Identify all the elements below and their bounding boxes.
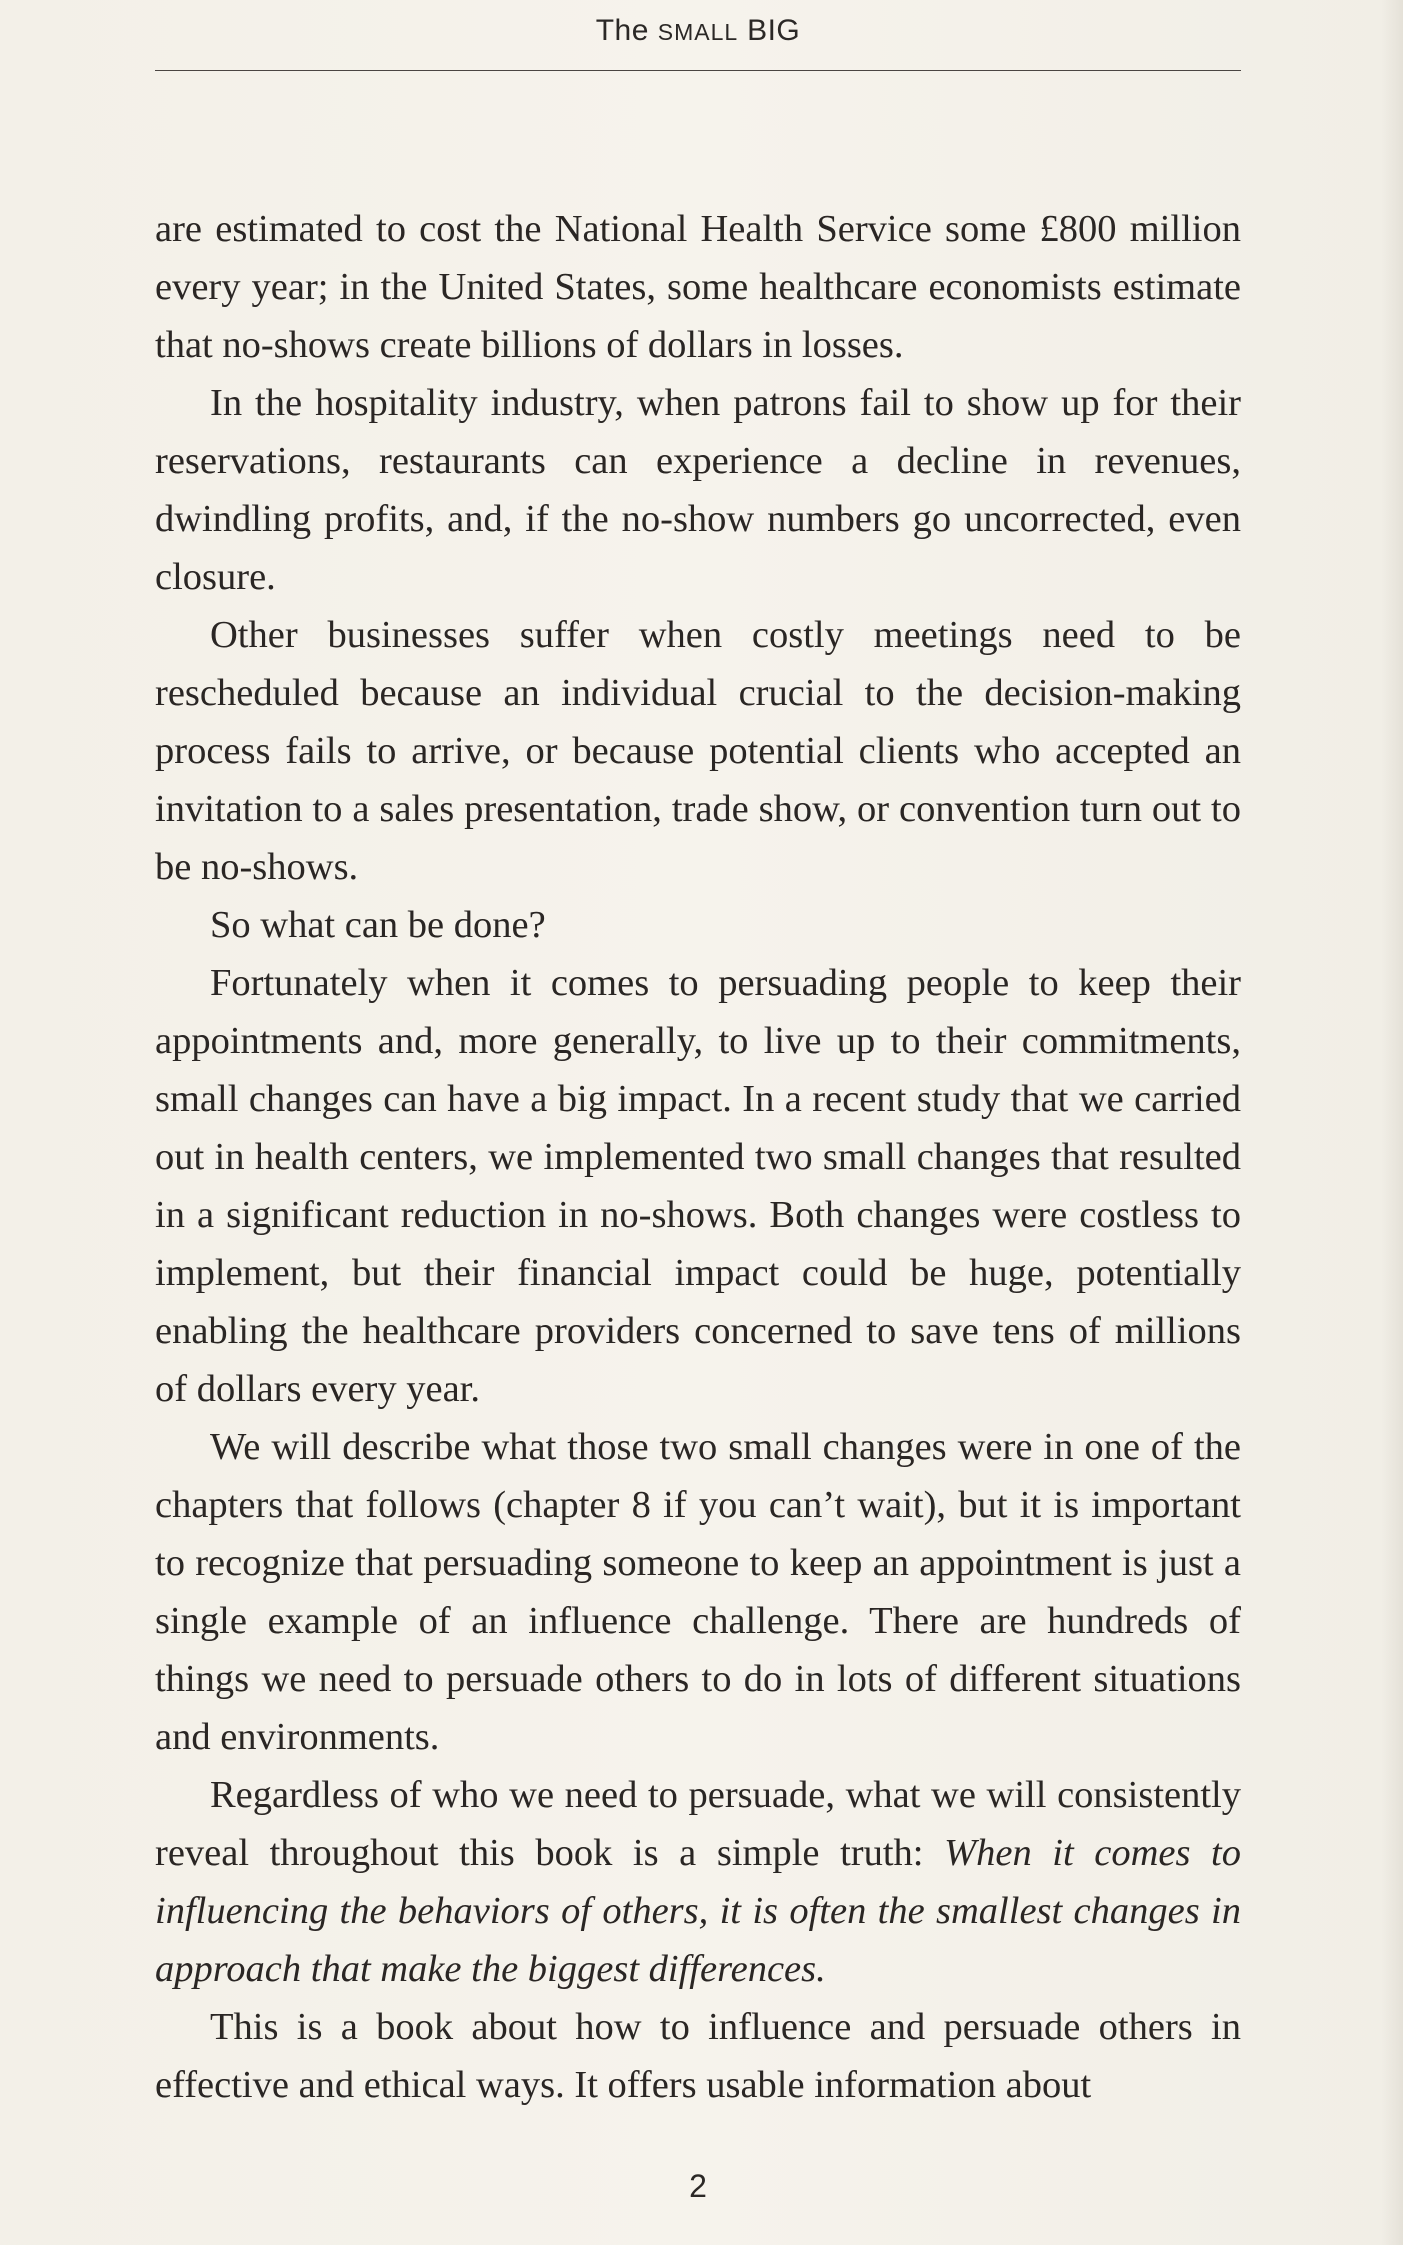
- paragraph: We will describe what those two small changes were in one of the chapters that follows (chapter 8 if you can’t wait), but it is important to recognize that persuading someone to keep an appointment is just a single example of an influence challenge. There are hundreds of things we need to persuade others to do in lots of different situations and environments.: [155, 1426, 1241, 1758]
- body-text: [155, 200, 1241, 2114]
- running-head-suffix: BIG: [747, 14, 801, 47]
- paragraph: Other businesses suffer when costly meetings need to be rescheduled because an individual crucial to the decision-making process fails to arrive, or because potential clients who accepted an invitation to a sales presentation, trade show, or convention turn out to be no-shows.: [155, 614, 1241, 888]
- paragraph-roman: Regardless of who we need to persuade, what we will consistently reveal throughout this book is a simple truth:: [155, 1774, 1241, 1874]
- paragraph: Fortunately when it comes to persuading people to keep their appointments and, more generally, to live up to their commitments, small changes can have a big impact. In a recent study that we carried out in health centers, we implemented two small changes that resulted in a significant reduction in no-shows. Both changes were costless to implement, but their financial impact could be huge, potentially enabling the healthcare providers concerned to save tens of millions of dollars every year.: [155, 962, 1241, 1410]
- paragraph: are estimated to cost the National Health Service some £800 million every year; in the United States, some healthcare economists estimate that no-shows create billions of dollars in losses.: [155, 208, 1241, 366]
- emphasis-text: When it comes to influencing the behaviors of others, it is often the smallest changes in approach that make the biggest differences.: [155, 1832, 1241, 1990]
- running-head-prefix: The: [595, 14, 649, 47]
- running-head: [155, 14, 1241, 48]
- paragraph: This is a book about how to influence and persuade others in effective and ethical ways. It offers usable information about: [155, 2006, 1241, 2106]
- page-number: 2: [689, 2168, 707, 2204]
- page-edge-shadow: [1381, 0, 1403, 2245]
- paragraph: So what can be done?: [210, 904, 546, 946]
- paragraph-with-emphasis: [155, 1766, 1241, 1998]
- header-rule: [155, 70, 1241, 71]
- running-head-small-caps: SMALL: [657, 19, 739, 45]
- paragraph: In the hospitality industry, when patrons fail to show up for their reservations, restaurants can experience a decline in revenues, dwindling profits, and, if the no-show numbers go uncorrected, even closure.: [155, 382, 1241, 598]
